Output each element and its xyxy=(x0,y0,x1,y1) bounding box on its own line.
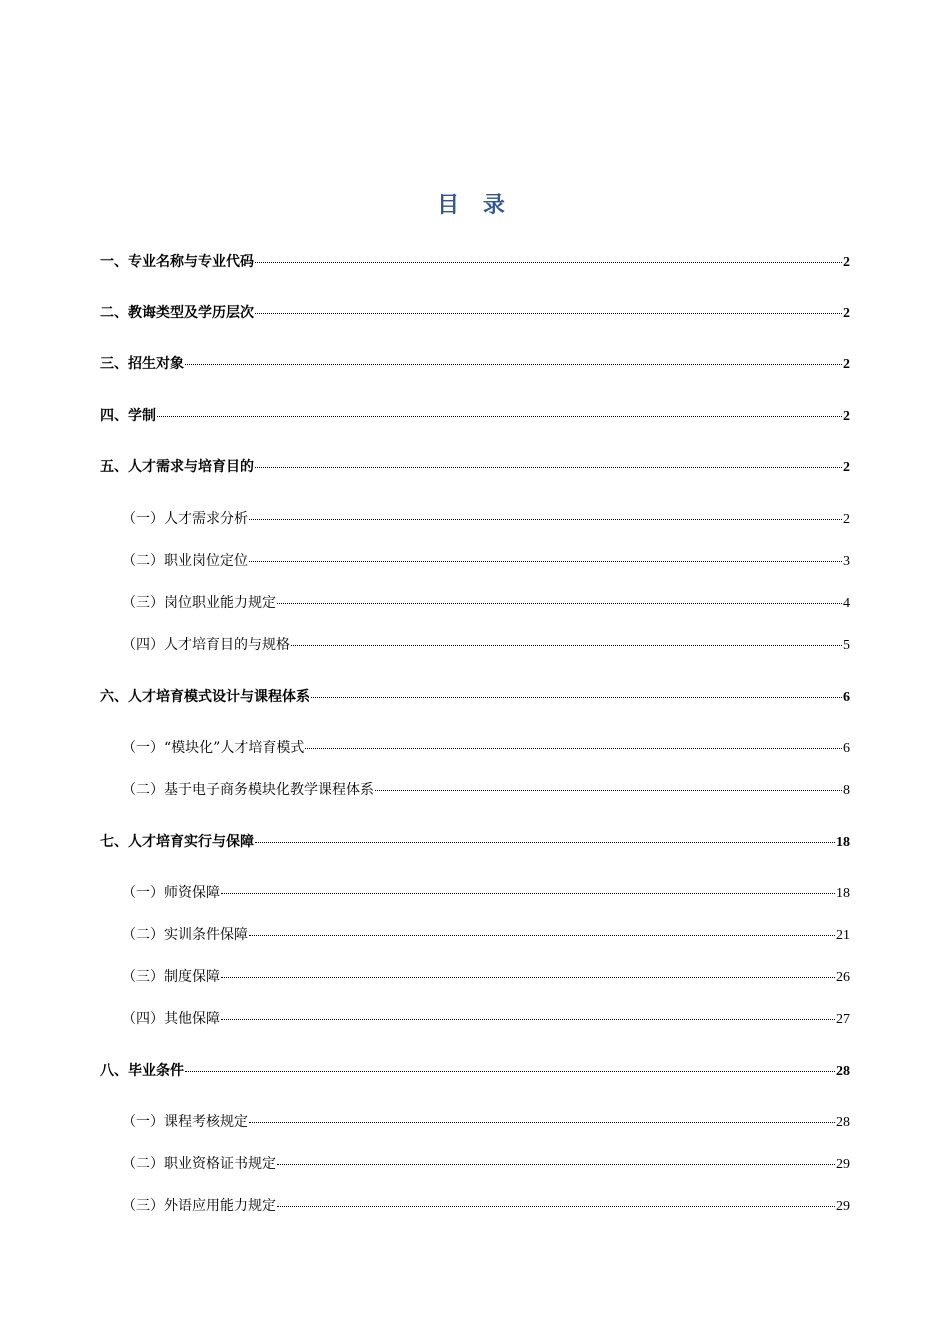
toc-entry[interactable] xyxy=(100,407,850,426)
toc-entry-text: （一）师资保障 xyxy=(122,885,220,901)
toc-title: 目 录 xyxy=(437,193,513,218)
toc-entry[interactable] xyxy=(122,636,850,655)
toc-entry[interactable] xyxy=(122,739,850,758)
toc-entry-page: 28 xyxy=(836,1064,850,1079)
toc-entry-text: （三）制度保障 xyxy=(122,969,220,985)
toc-entry[interactable] xyxy=(100,688,850,707)
toc-entry-text: （二）实训条件保障 xyxy=(122,927,248,943)
toc-entry[interactable] xyxy=(100,458,850,477)
toc-entry-page: 2 xyxy=(843,460,850,475)
toc-leader xyxy=(277,603,842,604)
toc-entry[interactable] xyxy=(122,968,850,987)
toc-entry[interactable] xyxy=(100,253,850,272)
toc-entry-page: 29 xyxy=(836,1157,850,1172)
toc-leader xyxy=(375,790,842,791)
toc-entry-text: 二、教诲类型及学历层次 xyxy=(100,305,254,321)
toc-entry[interactable] xyxy=(122,1197,850,1216)
toc-entry[interactable] xyxy=(100,1062,850,1081)
toc-entry-page: 8 xyxy=(843,783,850,798)
toc-entry-text: （三）外语应用能力规定 xyxy=(122,1198,276,1214)
toc-entry-page: 29 xyxy=(836,1199,850,1214)
toc-entry-page: 2 xyxy=(843,512,850,527)
toc-entry-page: 28 xyxy=(836,1115,850,1130)
toc-entry[interactable] xyxy=(100,355,850,374)
toc-entry-text: （一）课程考核规定 xyxy=(122,1114,248,1130)
toc-entry[interactable] xyxy=(122,926,850,945)
toc-entry-page: 2 xyxy=(843,409,850,424)
toc-entry-page: 21 xyxy=(836,928,850,943)
toc-leader xyxy=(249,935,835,936)
toc-entry-page: 6 xyxy=(843,690,850,705)
toc-entry-page: 27 xyxy=(836,1012,850,1027)
toc-leader xyxy=(185,364,842,365)
toc-entry-page: 26 xyxy=(836,970,850,985)
toc-leader xyxy=(249,1122,835,1123)
toc-entry-page: 6 xyxy=(843,741,850,756)
toc-entry-text: （四）人才培育目的与规格 xyxy=(122,637,290,653)
toc-entry-text: 四、学制 xyxy=(100,408,156,424)
toc-entry[interactable] xyxy=(122,594,850,613)
toc-leader xyxy=(185,1071,835,1072)
toc-entry-text: （二）基于电子商务模块化教学课程体系 xyxy=(122,782,374,798)
toc-leader xyxy=(255,842,835,843)
toc-entry[interactable] xyxy=(122,552,850,571)
toc-leader xyxy=(221,1019,835,1020)
toc-entry-page: 3 xyxy=(843,554,850,569)
toc-entry-text: （一）“模块化”人才培育模式 xyxy=(122,740,305,756)
toc-entry-page: 2 xyxy=(843,255,850,270)
toc-entry[interactable] xyxy=(100,304,850,323)
toc-entry-text: （二）职业资格证书规定 xyxy=(122,1156,276,1172)
toc-entry-text: （二）职业岗位定位 xyxy=(122,553,248,569)
toc-entry[interactable] xyxy=(122,781,850,800)
toc-entry-text: 八、毕业条件 xyxy=(100,1063,184,1079)
toc-leader xyxy=(311,697,842,698)
toc-leader xyxy=(291,645,842,646)
toc-entry[interactable] xyxy=(122,884,850,903)
toc-leader xyxy=(277,1164,835,1165)
toc-entry-text: 六、人才培育模式设计与课程体系 xyxy=(100,689,310,705)
toc-entry-page: 18 xyxy=(836,886,850,901)
toc-entry-text: （一）人才需求分析 xyxy=(122,511,248,527)
toc-entry-page: 18 xyxy=(836,835,850,850)
toc-entry-text: （三）岗位职业能力规定 xyxy=(122,595,276,611)
toc-leader xyxy=(249,519,842,520)
toc-entry-page: 5 xyxy=(843,638,850,653)
toc-entry-page: 2 xyxy=(843,306,850,321)
toc-leader xyxy=(157,416,842,417)
toc-entry-text: 三、招生对象 xyxy=(100,356,184,372)
toc-entry-text: 一、专业名称与专业代码 xyxy=(100,254,254,270)
toc-entry[interactable] xyxy=(122,1155,850,1174)
toc-entry[interactable] xyxy=(122,510,850,529)
toc-entry-text: 五、人才需求与培育目的 xyxy=(100,459,254,475)
toc-entry[interactable] xyxy=(100,833,850,852)
toc-leader xyxy=(221,893,835,894)
toc-leader xyxy=(255,313,842,314)
toc-leader xyxy=(255,467,842,468)
toc-entry-text: 七、人才培育实行与保障 xyxy=(100,834,254,850)
toc-leader xyxy=(221,977,835,978)
toc-leader xyxy=(277,1206,835,1207)
toc-entry-page: 4 xyxy=(843,596,850,611)
toc-entry-page: 2 xyxy=(843,357,850,372)
toc-entry[interactable] xyxy=(122,1010,850,1029)
toc-leader xyxy=(305,748,842,749)
toc-entry[interactable] xyxy=(122,1113,850,1132)
toc-leader xyxy=(255,262,842,263)
toc-entry-text: （四）其他保障 xyxy=(122,1011,220,1027)
toc-leader xyxy=(249,561,842,562)
